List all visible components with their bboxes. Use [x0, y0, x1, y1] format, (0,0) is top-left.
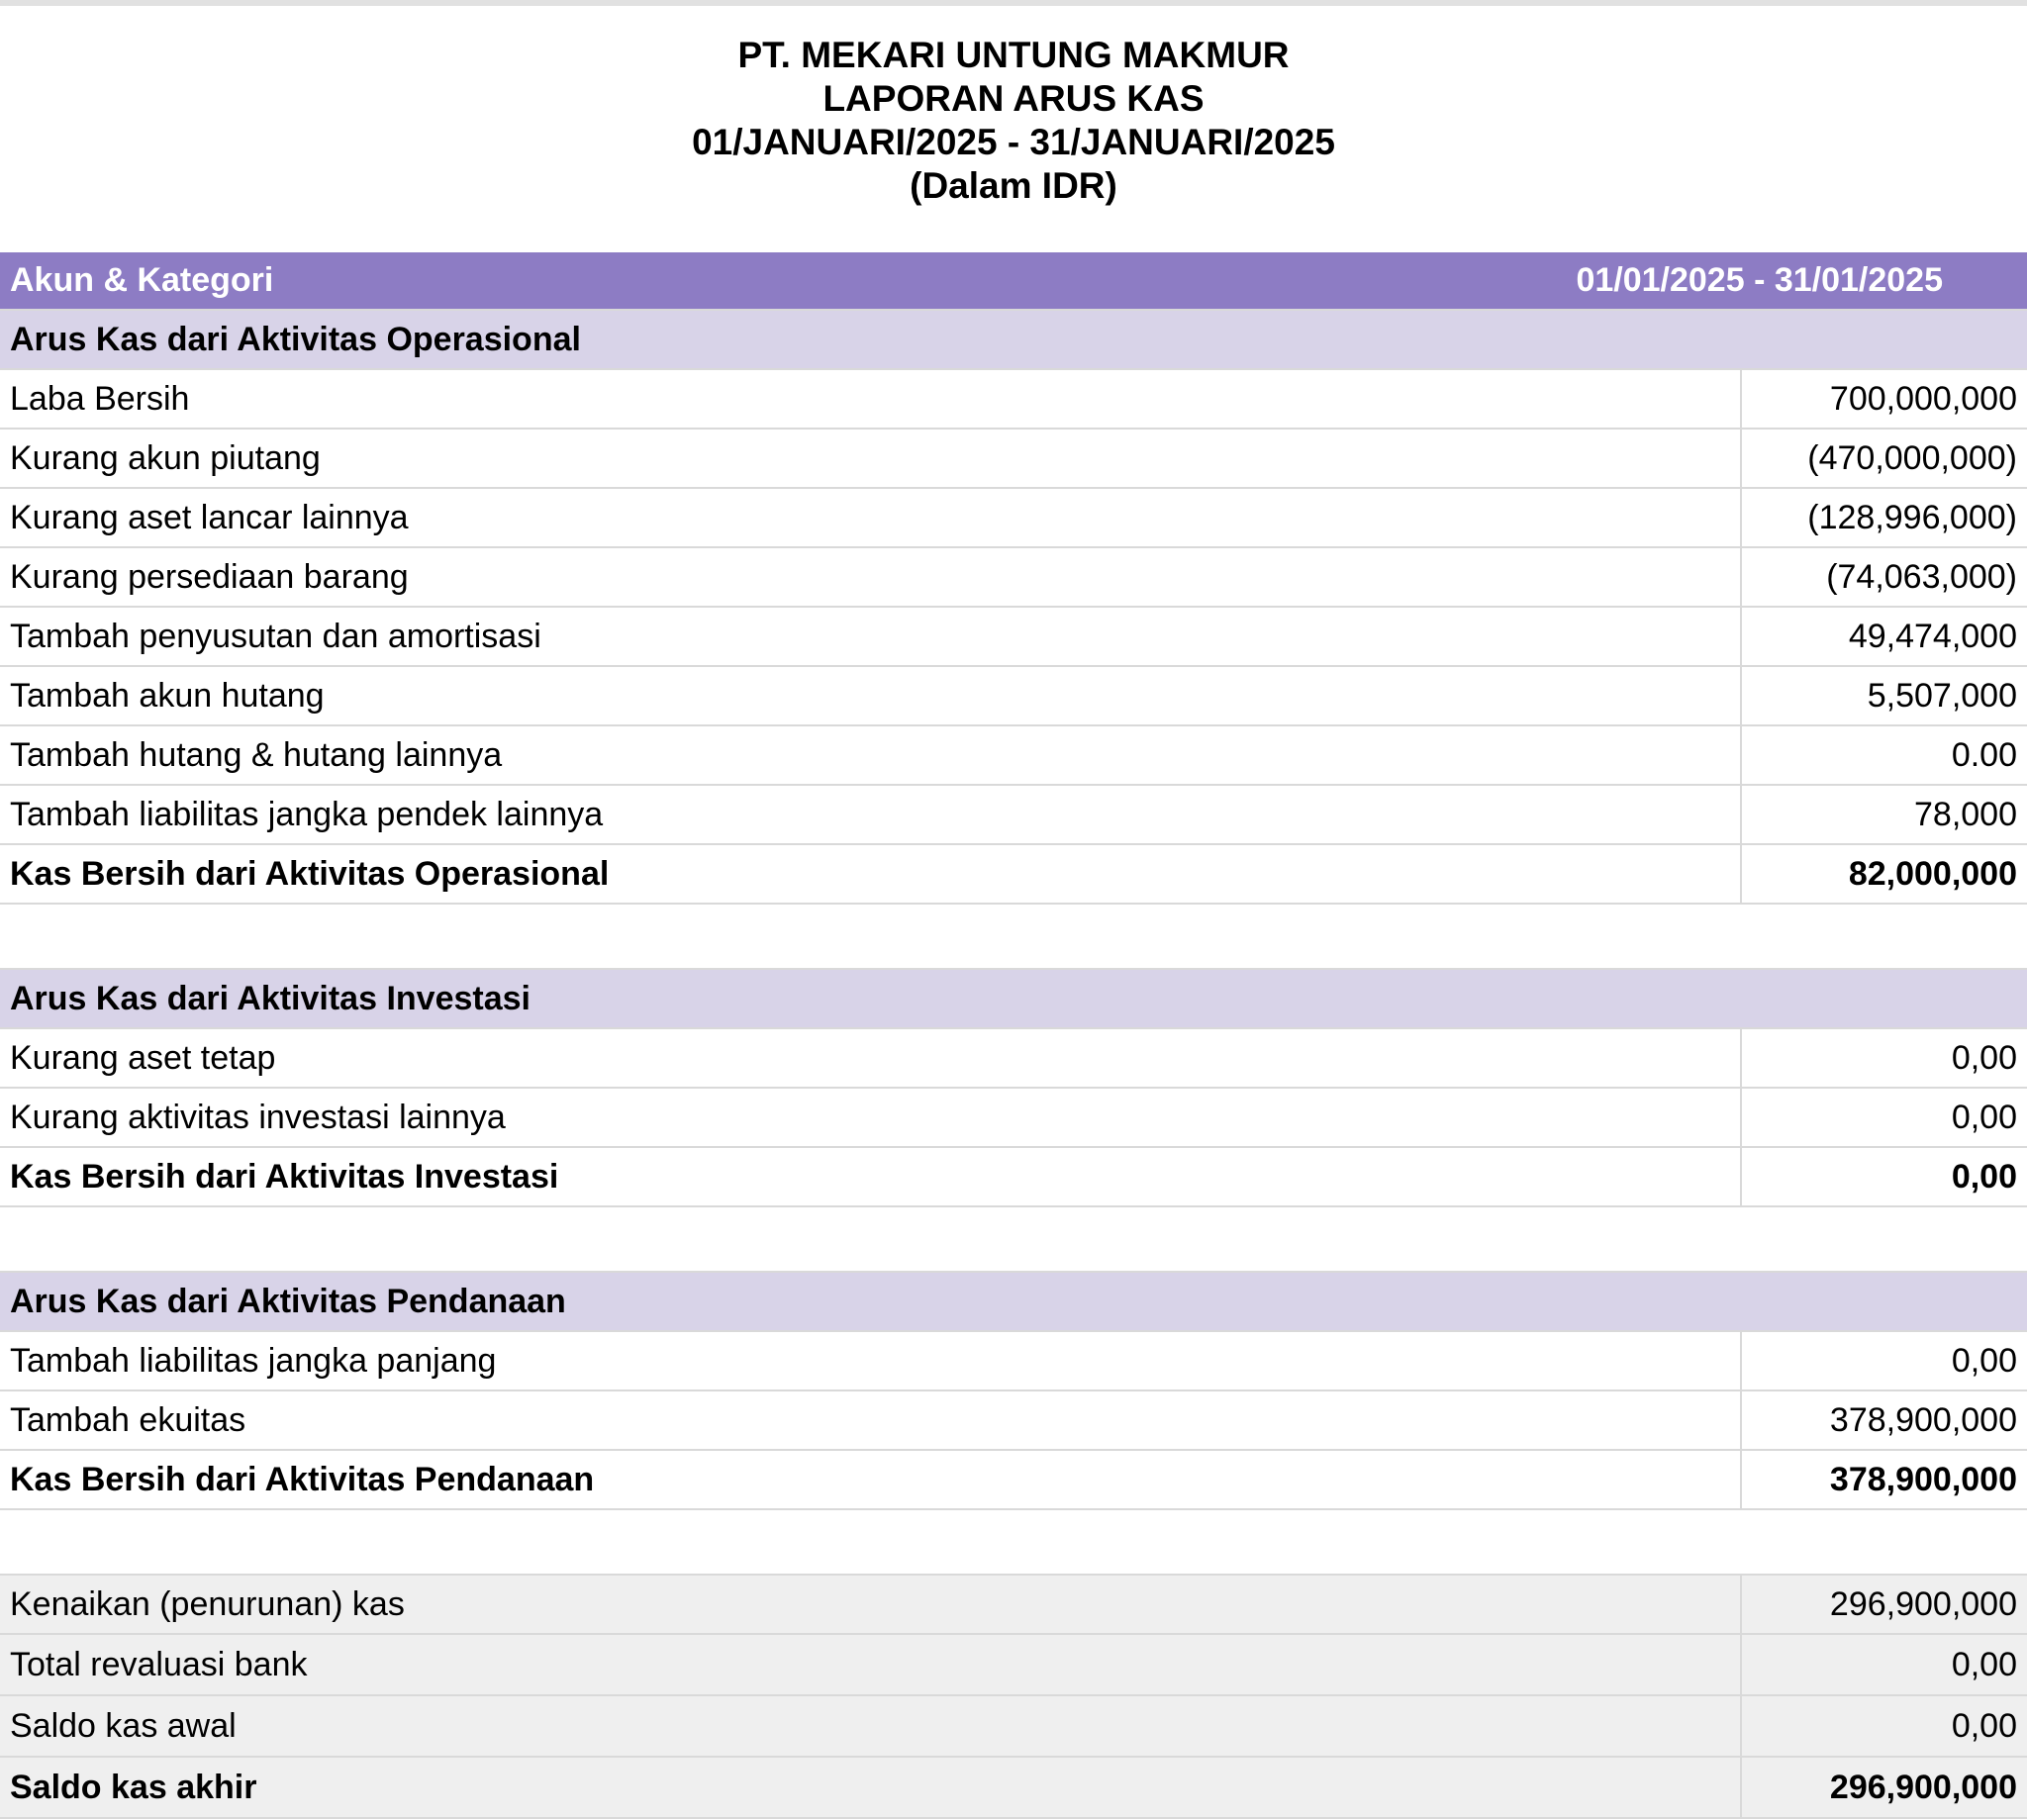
section-header: Arus Kas dari Aktivitas Pendanaan [0, 1271, 2027, 1332]
table-row [0, 370, 2027, 430]
row-label: Kurang aset lancar lainnya [10, 498, 409, 536]
row-label: Kenaikan (penurunan) kas [10, 1584, 405, 1623]
row-value: 296,900,000 [1740, 1758, 2027, 1817]
table-row [0, 726, 2027, 786]
section-header: Arus Kas dari Aktivitas Operasional [0, 309, 2027, 370]
row-value: 0,00 [1740, 1635, 2027, 1694]
table-row [0, 430, 2027, 489]
row-label: Tambah liabilitas jangka panjang [10, 1341, 497, 1380]
section-header: Arus Kas dari Aktivitas Investasi [0, 968, 2027, 1029]
report-currency-note: (Dalam IDR) [910, 165, 1117, 206]
row-label: Tambah penyusutan dan amortisasi [10, 617, 541, 655]
table-row [0, 667, 2027, 726]
row-label: Laba Bersih [10, 379, 190, 418]
row-label: Tambah ekuitas [10, 1400, 246, 1439]
table-row [0, 1574, 2027, 1635]
table-row [0, 1029, 2027, 1089]
table-row [0, 1391, 2027, 1451]
report-period: 01/JANUARI/2025 - 31/JANUARI/2025 [692, 122, 1335, 162]
row-value: 0,00 [1740, 1029, 2027, 1087]
company-name: PT. MEKARI UNTUNG MAKMUR [737, 35, 1290, 75]
table-row [0, 608, 2027, 667]
row-label: Tambah hutang & hutang lainnya [10, 735, 503, 774]
row-label: Kas Bersih dari Aktivitas Investasi [10, 1157, 559, 1196]
table-body [0, 309, 2027, 1819]
row-value: 700,000,000 [1740, 370, 2027, 428]
table-row [0, 1696, 2027, 1758]
row-value: 5,507,000 [1740, 667, 2027, 724]
row-value: 0,00 [1740, 1696, 2027, 1756]
table-row [0, 1451, 2027, 1510]
row-label: Saldo kas awal [10, 1706, 237, 1745]
row-value: 0,00 [1740, 1148, 2027, 1205]
row-label: Total revaluasi bank [10, 1645, 308, 1683]
spacer-row [0, 905, 2027, 968]
row-label: Kurang aset tetap [10, 1038, 276, 1077]
account-column-header: Akun & Kategori [10, 261, 274, 299]
row-value: 0.00 [1740, 726, 2027, 784]
row-label: Tambah liabilitas jangka pendek lainnya [10, 795, 604, 833]
table-row [0, 845, 2027, 905]
row-label: Kurang aktivitas investasi lainnya [10, 1098, 506, 1136]
row-value: 296,900,000 [1740, 1576, 2027, 1633]
row-value: 78,000 [1740, 786, 2027, 843]
table-row [0, 548, 2027, 608]
table-row [0, 489, 2027, 548]
row-label: Kas Bersih dari Aktivitas Operasional [10, 854, 610, 893]
table-row [0, 1148, 2027, 1207]
row-label: Saldo kas akhir [10, 1768, 257, 1806]
spacer-row [0, 1510, 2027, 1574]
row-label: Kurang persediaan barang [10, 557, 409, 596]
row-value: 82,000,000 [1740, 845, 2027, 903]
period-column-header: 01/01/2025 - 31/01/2025 [1576, 261, 1943, 299]
row-label: Tambah akun hutang [10, 676, 325, 715]
table-row [0, 1758, 2027, 1819]
row-value: 378,900,000 [1740, 1451, 2027, 1508]
row-label: Kurang akun piutang [10, 438, 321, 477]
row-value: 49,474,000 [1740, 608, 2027, 665]
table-row [0, 1332, 2027, 1391]
report-name: LAPORAN ARUS KAS [822, 78, 1205, 119]
report-title-block [0, 6, 2027, 252]
row-value: 0,00 [1740, 1089, 2027, 1146]
row-value: (128,996,000) [1740, 489, 2027, 546]
spacer-row [0, 1207, 2027, 1271]
row-label: Kas Bersih dari Aktivitas Pendanaan [10, 1460, 595, 1498]
table-row [0, 1635, 2027, 1696]
table-row [0, 1089, 2027, 1148]
row-value: 0,00 [1740, 1332, 2027, 1389]
row-value: (74,063,000) [1740, 548, 2027, 606]
table-header-row [0, 252, 2027, 309]
table-row [0, 786, 2027, 845]
row-value: 378,900,000 [1740, 1391, 2027, 1449]
row-value: (470,000,000) [1740, 430, 2027, 487]
